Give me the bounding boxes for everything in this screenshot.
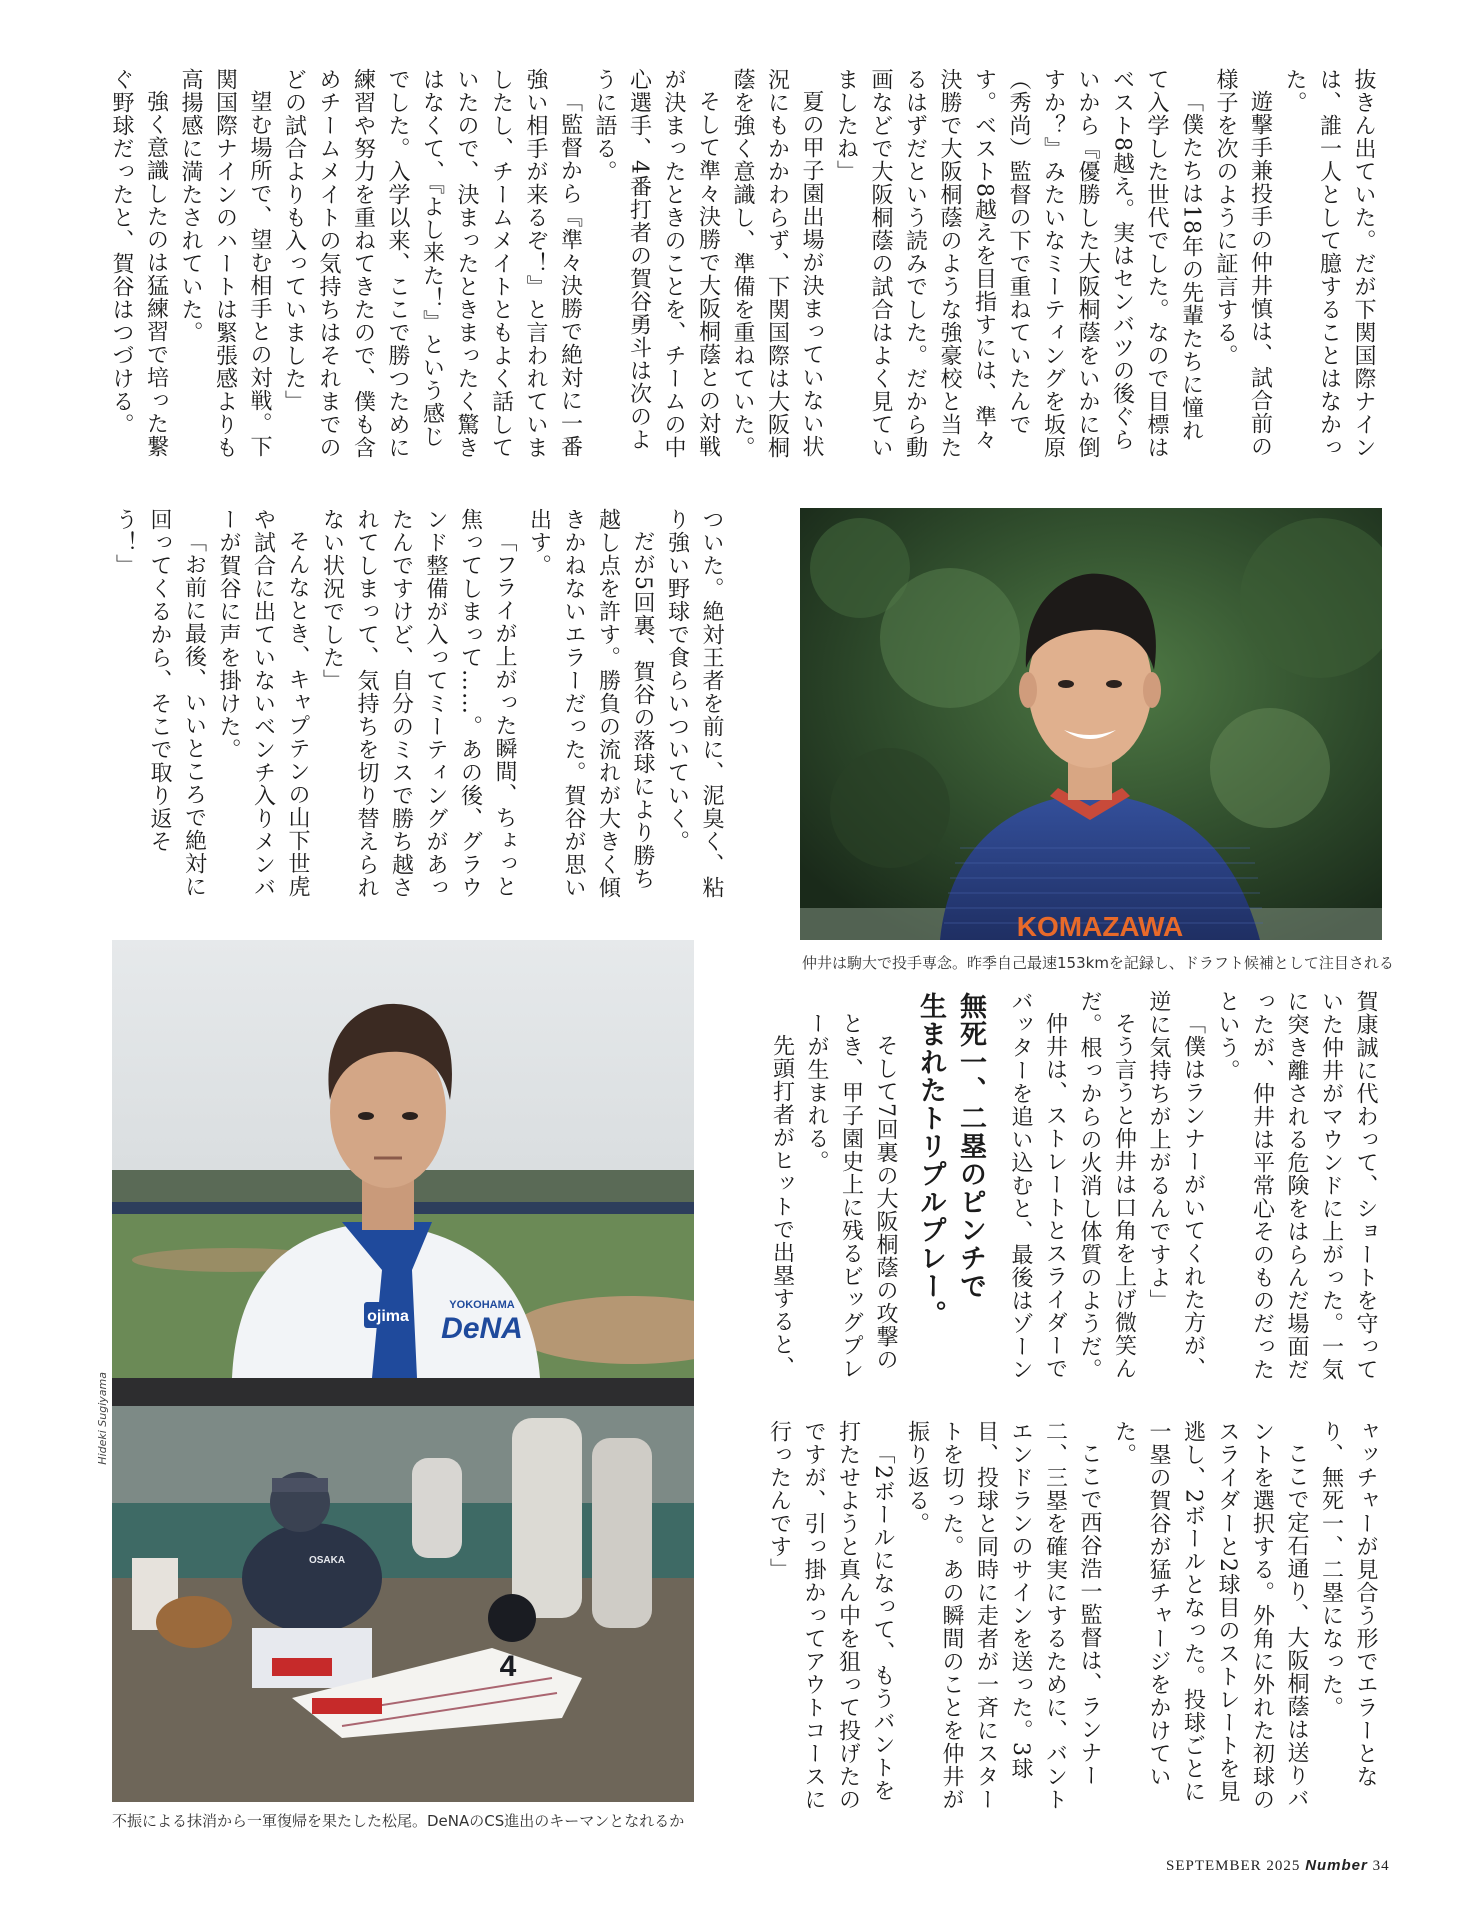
article-column-lower-right-b bbox=[760, 1012, 902, 1388]
paragraph: ここで定石通り、大阪桐蔭は送りバントを選択する。外角に外れた初球のスライダーと2球目のストレートを見逃し、2ボールとなった。投球ごとに一塁の賀谷が猛チャージをかけていた。 bbox=[1111, 1420, 1309, 1811]
player-number-text: 4 bbox=[499, 1650, 517, 1683]
paragraph: そう言うと仲井は口角を上げ微笑んだ。根っからの火消し体質のようだ。 bbox=[1077, 990, 1137, 1381]
folio bbox=[1166, 1857, 1390, 1875]
paragraph: ャッチャーが見合う形でエラーとなり、無死一、二塁になった。 bbox=[1318, 1420, 1378, 1788]
jersey-brand-text: ojima bbox=[367, 1308, 409, 1325]
paragraph: 「お前に最後、いいところで絶対に回ってくるから、そこで取り返そう！」 bbox=[112, 508, 207, 898]
paragraph: 望む場所で、望む相手との対戦。下関国際ナインのハートは緊張感よりも高揚感に満たされていた。 bbox=[178, 68, 272, 459]
folio-page: 34 bbox=[1372, 1858, 1390, 1874]
paragraph: ついた。絶対王者を前に、泥臭く、粘り強い野球で食らいついていく。 bbox=[664, 508, 724, 899]
article-column-middle-left bbox=[108, 508, 728, 908]
headline-line-2: 生まれたトリプルプレー。 bbox=[915, 992, 946, 1328]
jersey-team-text: DeNA bbox=[441, 1312, 523, 1345]
photo-matsuo-portrait bbox=[112, 940, 694, 1378]
jersey-text: KOMAZAWA bbox=[1016, 911, 1184, 940]
paragraph: 「僕たちは18年の先輩たちに憧れて入学した世代でした。なので目標はベスト8越え。実はセンバツの後ぐらいから『優勝した大阪桐蔭をいかに倒すか？』みたいなミーティングを坂原（秀尚）監督の下で重ねていたんです。ベスト8越えを目指すには、準々決勝で大阪桐蔭のような強豪校と当たるはずだという読みでした。だから動画などで大阪桐蔭の試合はよく見ていましたね」 bbox=[833, 68, 1204, 459]
paragraph: 強く意識したのは猛練習で培った繋ぐ野球だったと、賀谷はつづける。 bbox=[109, 68, 169, 458]
paragraph: ここで西谷浩一監督は、ランナー二、三塁を確実にするために、バントエンドランのサインを送った。3球目、投球と同時に走者が一斉にスタートを切った。あの瞬間のことを仲井が振り返る。 bbox=[904, 1420, 1102, 1811]
folio-magazine: Number bbox=[1305, 1857, 1368, 1874]
paragraph: 「監督から『準々決勝で絶対に一番強い相手が来るぞ！』と言われていましたし、チームメイトともよく話していたので、決まったときまったく驚きはなくて、『よし来た！』という感じでした。入学以来、ここで勝つために練習や努力を重ねてきたので、僕も含めチームメイトの気持ちはそれまでのどの試合よりも入っていました」 bbox=[281, 68, 583, 459]
paragraph: 仲井は、ストレートとスライダーでバッターを追い込むと、最後はゾーン bbox=[1008, 990, 1068, 1381]
caption-matsuo: 不振による抹消から一軍復帰を果たした松尾。DeNAのCS進出のキーマンとなれるか bbox=[112, 1812, 685, 1830]
paragraph: だが5回裏、賀谷の落球により勝ち越し点を許す。勝負の流れが大きく傾きかねないエラーだった。賀谷が思い出す。 bbox=[526, 508, 655, 899]
jersey-city-text: YOKOHAMA bbox=[449, 1299, 515, 1311]
paragraph bbox=[760, 1420, 761, 1816]
catcher-team-text: OSAKA bbox=[308, 1555, 346, 1566]
photo-nakai bbox=[800, 508, 1382, 940]
paragraph: 抜きん出ていた。だが下関国際ナインは、誰一人として臆することはなかった。 bbox=[1282, 68, 1376, 459]
folio-date: SEPTEMBER 2025 bbox=[1166, 1858, 1301, 1874]
section-headline bbox=[910, 992, 990, 1388]
caption-nakai: 仲井は駒大で投手専念。昨季自己最速153kmを記録し、ドラフト候補として注目される bbox=[802, 954, 1394, 972]
paragraph: 遊撃手兼投手の仲井慎は、試合前の様子を次のように証言する。 bbox=[1213, 68, 1273, 458]
article-column-top-right bbox=[108, 68, 1380, 464]
paragraph: そんなとき、キャプテンの山下世虎や試合に出ていないベンチ入りメンバーが賀谷に声を掛けた。 bbox=[216, 508, 310, 899]
photo-slide-play bbox=[112, 1378, 694, 1802]
paragraph: そして7回裏の大阪桐蔭の攻撃のとき、甲子園史上に残るビッグプレーが生まれる。 bbox=[804, 1012, 898, 1380]
paragraph: 「僕はランナーがいてくれた方が、逆に気持ちが上がるんですよ」 bbox=[1146, 990, 1206, 1380]
photo-credit: Hideki Sugiyama bbox=[96, 1372, 109, 1465]
article-column-lower-left bbox=[760, 1420, 1382, 1816]
paragraph: 「フライが上がった瞬間、ちょっと焦ってしまって……。あの後、グラウンド整備が入ってミーティングがあったんですけど、自分のミスで勝ち越されてしまって、気持ちを切り替えられない状況でした」 bbox=[319, 508, 517, 899]
paragraph: 先頭打者がヒットで出塁すると、 bbox=[769, 1034, 795, 1379]
headline-line-1: 無死一、二塁のピンチで bbox=[955, 992, 986, 1300]
paragraph: 夏の甲子園出場が決まっていない状況にもかかわらず、下関国際は大阪桐蔭を強く意識し、準備を重ねていた。 bbox=[730, 68, 824, 459]
paragraph: 賀康誠に代わって、ショートを守っていた仲井がマウンドに上がった。一気に突き離される危険をはらんだ場面だったが、仲井は平常心そのものだったという。 bbox=[1215, 990, 1378, 1381]
paragraph: 「2ボールになって、もうバントを打たせようと真ん中を狙って投げたのですが、引っ掛かってアウトコースに行ったんです」 bbox=[766, 1420, 895, 1811]
article-column-lower-right-a bbox=[1000, 990, 1382, 1386]
paragraph: そして準々決勝で大阪桐蔭との対戦が決まったときのことを、チームの中心選手、4番打者の賀谷勇斗は次のように語る。 bbox=[592, 68, 721, 459]
